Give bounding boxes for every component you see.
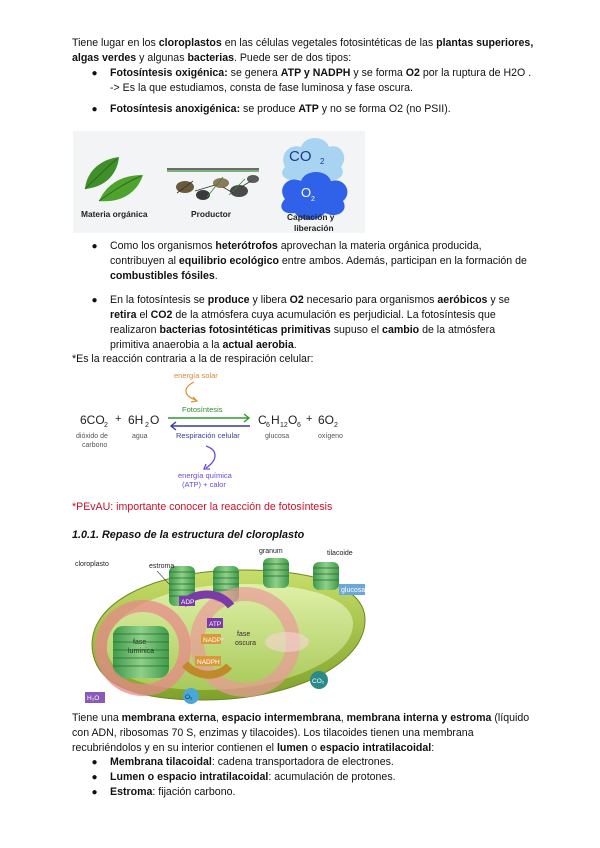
svg-text:O: O: [301, 185, 312, 200]
solar-energy-arrow: [186, 382, 196, 400]
svg-text:Materia orgánica: Materia orgánica: [81, 209, 148, 219]
svg-text:H: H: [271, 413, 280, 427]
bullet-dot: ●: [91, 757, 98, 768]
svg-text:liberación: liberación: [294, 223, 334, 233]
svg-text:glucosa: glucosa: [265, 433, 290, 440]
svg-text:6O: 6O: [318, 413, 335, 427]
svg-text:2: 2: [104, 422, 108, 429]
svg-text:C: C: [258, 413, 267, 427]
svg-text:energía química: energía química: [178, 471, 232, 480]
chemical-energy-arrow: [206, 446, 215, 468]
list-item: Membrana tilacoidal: cadena transportadora de electrones.: [110, 756, 394, 768]
svg-text:6CO: 6CO: [80, 413, 105, 427]
bullet-dot: ●: [91, 241, 98, 252]
svg-text:O: O: [150, 413, 160, 427]
svg-text:ATP: ATP: [209, 621, 222, 628]
bullet-dot: ●: [91, 787, 98, 798]
list-item: Estroma: fijación carbono.: [110, 786, 236, 798]
svg-text:tilacoide: tilacoide: [327, 550, 353, 557]
svg-text:2: 2: [145, 422, 149, 429]
intro-paragraph: Tiene lugar en los cloroplastos en las células vegetales fotosintéticas de las plantas superiores, algas verdes y algunas bacterias. Puede ser de dos tipos:: [72, 37, 534, 64]
bullet-dot: ●: [91, 68, 98, 79]
list-item: Lumen o espacio intratilacoidal: acumulación de protones.: [110, 771, 396, 783]
section-title: 1.0.1. Repaso de la estructura del cloroplasto: [72, 529, 305, 541]
svg-text:Respiración celular: Respiración celular: [176, 431, 240, 440]
svg-text:granum: granum: [259, 548, 283, 555]
list-item: Fotosíntesis oxigénica: se genera ATP y NADPH y se forma O2 por la ruptura de H2O . -> Es la que estudiamos, consta de fase luminosa y fase oscura.: [110, 67, 532, 94]
svg-text:ADP: ADP: [181, 599, 195, 606]
svg-text:cloroplasto: cloroplasto: [75, 561, 109, 568]
svg-text:fase: fase: [237, 631, 251, 638]
svg-text:dióxido de: dióxido de: [76, 433, 108, 440]
gas-clouds-icon: [281, 138, 347, 220]
svg-text:+: +: [306, 413, 313, 425]
svg-text:2: 2: [334, 422, 338, 429]
svg-text:2: 2: [311, 196, 315, 203]
svg-text:energía solar: energía solar: [174, 371, 218, 380]
list-item: En la fotosíntesis se produce y libera O2 necesario para organismos aeróbicos y se retira el CO2 de la atmósfera cuya acumulación es perjudicial. La fotosíntesis que realizaron bacterias fotosintéticas primitivas supuso el cambio de la atmósfera primitiva anaerobia a la actual aerobia.: [110, 294, 510, 351]
bullet-dot: ●: [91, 104, 98, 115]
svg-text:+: +: [115, 413, 122, 425]
svg-text:Productor: Productor: [191, 209, 232, 219]
svg-text:Captación y: Captación y: [287, 212, 335, 222]
svg-text:carbono: carbono: [82, 442, 108, 449]
chloroplast-diagram: [73, 544, 367, 706]
note-text: *Es la reacción contraria a la de respiración celular:: [72, 353, 314, 365]
svg-text:6: 6: [297, 422, 301, 429]
svg-text:estroma: estroma: [149, 563, 175, 570]
svg-text:NADPH: NADPH: [197, 659, 220, 666]
svg-text:agua: agua: [132, 433, 148, 440]
svg-text:6: 6: [266, 422, 270, 429]
svg-text:fase: fase: [133, 639, 147, 646]
bullet-dot: ●: [91, 772, 98, 783]
list-item: Como los organismos heterótrofos aprovechan la materia orgánica producida, contribuyen al equilibrio ecológico entre ambos. Además, participan en la formación de combustibles fósiles.: [110, 240, 527, 282]
svg-text:H₂O: H₂O: [87, 695, 100, 702]
structure-paragraph: Tiene una membrana externa, espacio intermembrana, membrana interna y estroma (líquido con ADN, ribosomas 70 S, enzimas y tilacoides). Los tilacoides tienen una membrana recubriéndolos y en su interior contienen el lumen o espacio intratilacoidal:: [72, 712, 530, 754]
svg-text:O: O: [288, 413, 298, 427]
svg-text:Fotosíntesis: Fotosíntesis: [182, 405, 223, 414]
svg-text:CO₂: CO₂: [312, 678, 325, 685]
svg-text:6H: 6H: [128, 413, 144, 427]
svg-text:oscura: oscura: [235, 640, 257, 647]
svg-text:NADP⁺: NADP⁺: [203, 637, 225, 644]
svg-text:2: 2: [320, 157, 325, 166]
svg-text:O₂: O₂: [185, 694, 193, 701]
pevau-note: *PEvAU: importante conocer la reacción de fotosíntesis: [72, 501, 333, 513]
svg-text:CO: CO: [289, 148, 312, 165]
svg-text:oxígeno: oxígeno: [318, 433, 343, 440]
list-item: Fotosíntesis anoxigénica: se produce ATP y no se forma O2 (no PSII).: [110, 103, 451, 115]
bullet-dot: ●: [91, 295, 98, 306]
svg-text:12: 12: [280, 422, 288, 429]
carbon-cycle-figure: [73, 131, 365, 233]
svg-text:lumínica: lumínica: [128, 648, 155, 655]
photosynthesis-equation: [72, 366, 372, 494]
svg-text:(ATP) + calor: (ATP) + calor: [182, 480, 226, 489]
svg-text:glucosa: glucosa: [341, 587, 366, 594]
